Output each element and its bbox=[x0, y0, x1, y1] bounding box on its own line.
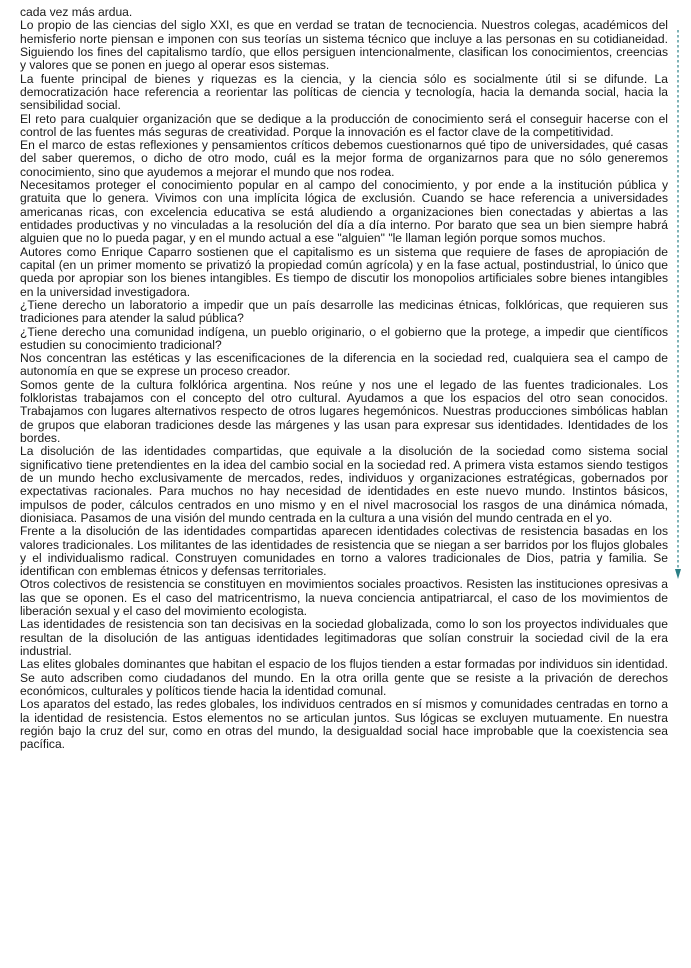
paragraph-5: En el marco de estas reflexiones y pensamientos críticos debemos cuestionarnos qué tipo de universidades, qué casas del saber queremos, o dicho de otro modo, cuál es la mejor forma de organizarnos para que no sólo generemos conocimiento, sino que ayudemos a mejorar el mundo que nos rodea. bbox=[20, 138, 668, 179]
paragraph-13: Frente a la disolución de las identidades compartidas aparecen identidades colectivas de resistencia basadas en los valores tradicionales. Los militantes de las identidades de resistencia que se niegan a ser barridos por los flujos globales y el individualismo radical. Construyen comunidades en torno a valores tradicionales de Dios, patria y familia. Se identifican con emblemas étnicos y defensas territoriales. bbox=[20, 524, 668, 579]
paragraph-11: Somos gente de la cultura folklórica argentina. Nos reúne y nos une el legado de las fuentes tradicionales. Los folkloristas trabajamos con el concepto del otro cultural. Ayudamos a que los espacios del otro sean conocidos. Trabajamos con lugares alternativos respecto de otros lugares hegemónicos. Nuestras producciones simbólicas hablan de grupos que elaboran tradiciones desde las márgenes y las usan para expresar sus identidades. Identidades de los bordes. bbox=[20, 377, 668, 445]
paragraph-8: ¿Tiene derecho un laboratorio a impedir que un país desarrolle las medicinas étnicas, folklóricas, que requieren sus tradiciones para atender la salud pública? bbox=[20, 297, 668, 326]
paragraph-1: cada vez más ardua. bbox=[20, 5, 133, 19]
paragraph-4: El reto para cualquier organización que se dedique a la producción de conocimiento será el conseguir hacerse con el control de las fuentes más seguras de creatividad. Porque la innovación es el factor clave de la competitividad. bbox=[20, 111, 668, 139]
paragraph-7: Autores como Enrique Caparro sostienen que el capitalismo es un sistema que requiere de fases de apropiación de capital (en un primer momento se privatizó la propiedad común agrícola) y en la fase actual, postindustrial, lo único que queda por apropiar son los bienes intangibles. Es tiempo de discutir los monopolios artificiales sobre bienes intangibles en la universidad investigadora. bbox=[20, 244, 668, 299]
paragraph-3: La fuente principal de bienes y riquezas es la ciencia, y la ciencia sólo es socialmente útil si se difunde. La democratización hace referencia a reorientar las políticas de ciencia y tecnología, hacia la demanda social, hacia la sensibilidad social. bbox=[20, 71, 668, 113]
paragraph-17: Los aparatos del estado, las redes globales, los individuos centrados en sí mismos y comunidades centradas en torno a la identidad de resistencia. Estos elementos no se articulan juntos. Sus lógicas se excluyen mutuamente. En nuestra región bajo la cruz del sur, como en otras del mundo, la desigualdad social hace improbable que la coexistencia sea pacífica. bbox=[20, 697, 668, 752]
paragraph-16: Las elites globales dominantes que habitan el espacio de los flujos tienden a estar formadas por individuos sin identidad. Se auto adscriben como ciudadanos del mundo. En la otra orilla gente que se resiste a la privación de derechos económicos, culturales y políticos tiende hacia la identidad comunal. bbox=[20, 657, 668, 698]
paragraph-9: ¿Tiene derecho una comunidad indígena, un pueblo originario, o el gobierno que la protege, a impedir que científicos estudien su conocimiento tradicional? bbox=[20, 324, 668, 352]
dotted-arrow-down-icon bbox=[675, 30, 681, 580]
paragraph-12: La disolución de las identidades compartidas, que equivale a la disolución de la sociedad como sistema social significativo tiene pretendientes en la idea del cambio social en la sociedad red. A primera vista estamos siendo testigos de un mundo hecho exclusivamente de mercados, redes, individuos y organizaciones estratégicas, gobernados por expectativas racionales. Para muchos no hay necesidad de identidades en este nuevo mundo. Instintos básicos, impulsos de poder, cálculos centrados en uno mismo y en el nivel macrosocial los rasgos de una dinámica nómada, dionisiaca. Pasamos de una visión del mundo centrada en la cultura a una visión del mundo centrada en el yo. bbox=[20, 444, 668, 525]
paragraph-10: Nos concentran las estéticas y las escenificaciones de la diferencia en la sociedad red, cualquiera sea el campo de autonomía en que se exprese un proceso creador. bbox=[20, 351, 668, 379]
arrow-head bbox=[675, 569, 681, 579]
paragraph-15: Las identidades de resistencia son tan decisivas en la sociedad globalizada, como lo son los proyectos individuales que resultan de la disolución de las antiguas identidades legitimadoras que solían construir la sociedad civil de la era industrial. bbox=[20, 617, 668, 658]
document-body bbox=[20, 6, 668, 752]
paragraph-6: Necesitamos proteger el conocimiento popular en al campo del conocimiento, y por ende a la institución pública y gratuita que lo genera. Vivimos con una implícita lógica de exclusión. Cuando se hace referencia a universidades americanas ricas, con excelencia educativa se está aludiendo a organizaciones bien conectadas y abiertas a las entidades productivas y no vinculadas a la resolución del día a día interno. Por barato que sea un bien siempre habrá alguien que no lo pueda pagar, y en el mundo actual a ese "alguien" "le llaman legión porque somos muchos. bbox=[20, 178, 668, 246]
paragraph-14: Otros colectivos de resistencia se constituyen en movimientos sociales proactivos. Resisten las instituciones opresivas a las que se oponen. Es el caso del matricentrismo, la nueva conciencia antipatriarcal, el caso de los movimientos de liberación sexual y el caso del movimiento ecologista. bbox=[20, 577, 668, 619]
paragraph-2: Lo propio de las ciencias del siglo XXI, es que en verdad se tratan de tecnociencia. Nuestros colegas, académicos del hemisferio norte piensan e imponen con sus teorías un sistema técnico que incluye a las personas en su cotidianeidad. Siguiendo los fines del capitalismo tardío, que ellos persiguen intencionalmente, clasifican los conocimientos, creencias y valores que se ponen en juego al operar esos sistemas. bbox=[20, 18, 668, 73]
